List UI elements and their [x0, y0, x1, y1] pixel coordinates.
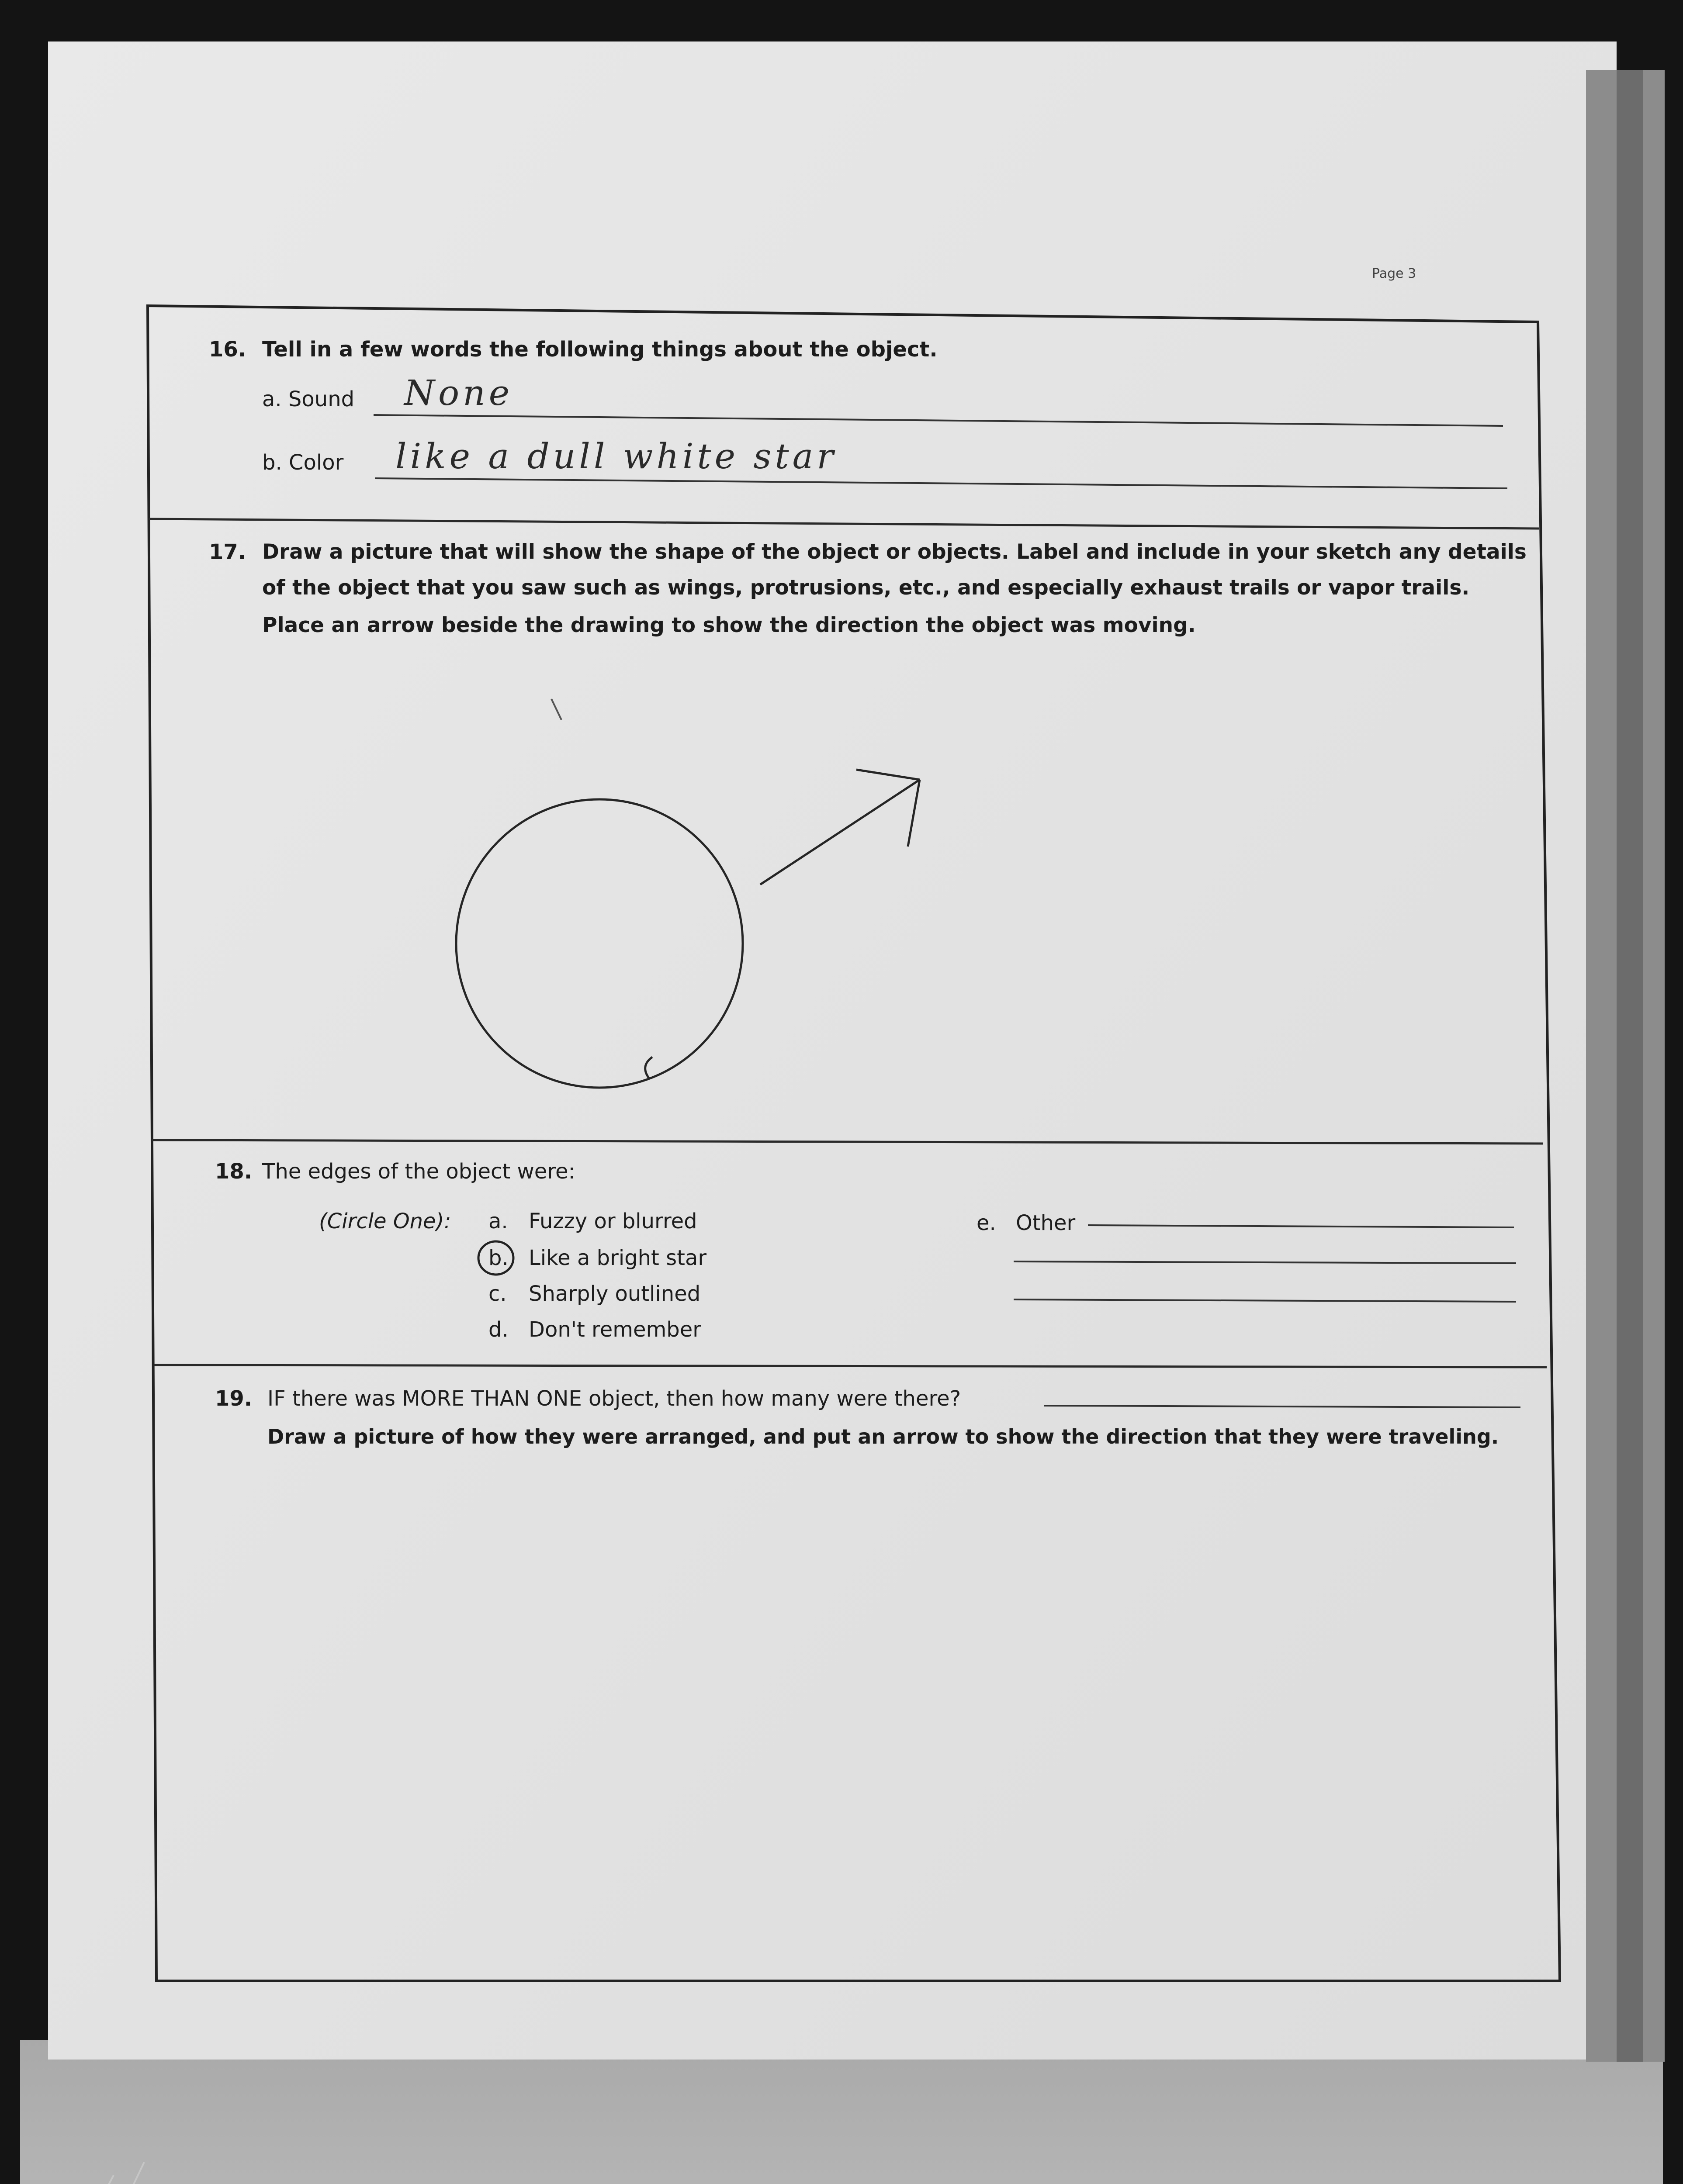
q18-option-a-letter: a. — [488, 1209, 508, 1234]
q16-prompt: Tell in a few words the following things about the object. — [262, 337, 938, 362]
q17-line1: Draw a picture that will show the shape of the object or objects. Label and include in your sketch any details — [262, 540, 1527, 564]
q18-instruction: (Circle One): — [319, 1209, 451, 1234]
q18-option-c-label: Sharply outlined — [529, 1282, 701, 1306]
q18-number: 18. — [215, 1159, 253, 1184]
q17-number: 17. — [209, 540, 246, 564]
q18-option-d-label: Don't remember — [529, 1317, 702, 1342]
q18-option-e-label: Other — [1016, 1211, 1076, 1235]
q19-line2: Draw a picture of how they were arranged, and put an arrow to show the direction that they were traveling. — [267, 1425, 1499, 1448]
q18-option-b-letter: b. — [488, 1246, 509, 1270]
q18-option-b-label: Like a bright star — [529, 1246, 707, 1270]
q18-option-c-letter: c. — [488, 1282, 507, 1306]
q18-prompt: The edges of the object were: — [262, 1159, 575, 1184]
q19-line1: IF there was MORE THAN ONE object, then how many were there? — [267, 1386, 961, 1411]
q16-number: 16. — [209, 337, 246, 362]
q18-option-a-label: Fuzzy or blurred — [529, 1209, 697, 1234]
q19-number: 19. — [215, 1386, 253, 1411]
q18-option-e-letter: e. — [977, 1211, 996, 1235]
q17-line3: Place an arrow beside the drawing to show the direction the object was moving. — [262, 613, 1196, 637]
backing-sheet — [20, 2040, 1663, 2184]
q17-line2: of the object that you saw such as wings, protrusions, etc., and especially exhaust trails or vapor trails. — [262, 576, 1470, 600]
q16-sound-label: a. Sound — [262, 387, 355, 411]
q18-option-d-letter: d. — [488, 1317, 509, 1342]
page-label: Page 3 — [1372, 266, 1416, 281]
q16-color-value: like a dull white star — [395, 436, 837, 477]
q16-sound-value: None — [404, 373, 513, 413]
q16-color-label: b. Color — [262, 450, 344, 475]
